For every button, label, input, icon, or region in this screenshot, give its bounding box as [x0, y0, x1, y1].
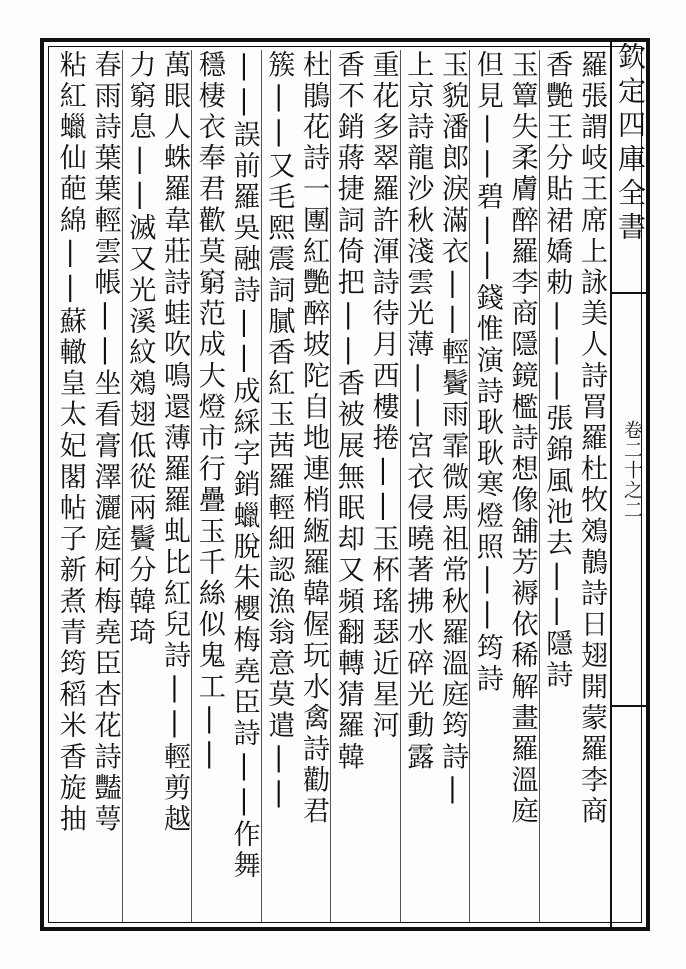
text-column: 重花多翠羅許渾詩待月西樓捲||玉杯瑤瑟近星河 — [367, 50, 399, 742]
text-column: 但見||碧||錢惟演詩耿耿寒燈照||筠詩 — [471, 50, 503, 696]
text-column: 粘紅蠟仙葩綿||蘇轍皇太妃閣帖子新煮青筠稻米香旋抽 — [54, 50, 86, 836]
column-rule — [191, 50, 192, 922]
text-column: 玉貌潘郎淚滿衣||輕鬢雨霏微馬祖常秋羅溫庭筠詩| — [437, 50, 468, 809]
column-rule — [469, 50, 470, 922]
text-column: 羅張謂岐王席上詠美人詩罥羅杜牧鵁鶄詩日翅開蒙羅李商 — [576, 50, 607, 828]
text-column: 香艷王分貼裙嬌勅|||張錦風池去||隱詩 — [541, 50, 573, 692]
text-column: 穩棲衣奉君歡莫窮范成大燈市行疊玉千絲似鬼工|| — [193, 50, 225, 774]
text-column: ||誤前羅吳融詩||成綵字銷蠟脫朱櫻梅堯臣詩||作舞 — [228, 50, 260, 882]
text-column: 香不銷蔣捷詞倚把||香被展無眠却又頻翻轉猜羅韓 — [332, 50, 364, 774]
text-column: 春雨詩葉葉輕雲帳||坐看膏澤灑庭柯梅堯臣杏花詩豔萼 — [89, 50, 121, 836]
text-column: 萬眼人蛛羅韋莊詩蛙吹鳴還薄羅羅虬比紅兒詩||輕剪越 — [159, 50, 190, 836]
column-rule — [330, 50, 331, 922]
fishtail-divider — [612, 292, 648, 294]
text-column: 杜鵑花詩一團紅艷醉坡陀自地連梢緪羅韓偓玩水禽詩勸君 — [298, 50, 329, 828]
column-rule — [261, 50, 262, 922]
text-column: 力窮息||滅又光溪紋鵁翅低從兩鬢分韓琦 — [124, 50, 156, 649]
text-column: 上京詩龍沙秋淺雲光薄||宮衣侵曉著拂水碎光動露 — [402, 50, 434, 774]
text-column: 玉簟失柔膚醉羅李商隱鏡檻詩想像舖芳褥依稀解畫羅溫庭 — [506, 50, 538, 828]
text-columns — [52, 50, 608, 922]
text-column: 簇||又毛熙震詞膩香紅玉茜羅輕細認漁翁意莫遣|| — [263, 50, 295, 812]
book-title: 欽定四庫全書 — [614, 42, 647, 246]
column-rule — [400, 50, 401, 922]
column-rule — [539, 50, 540, 922]
margin-divider — [612, 705, 648, 707]
column-rule — [122, 50, 123, 922]
chapter-label: 卷二十之二 — [621, 420, 643, 520]
